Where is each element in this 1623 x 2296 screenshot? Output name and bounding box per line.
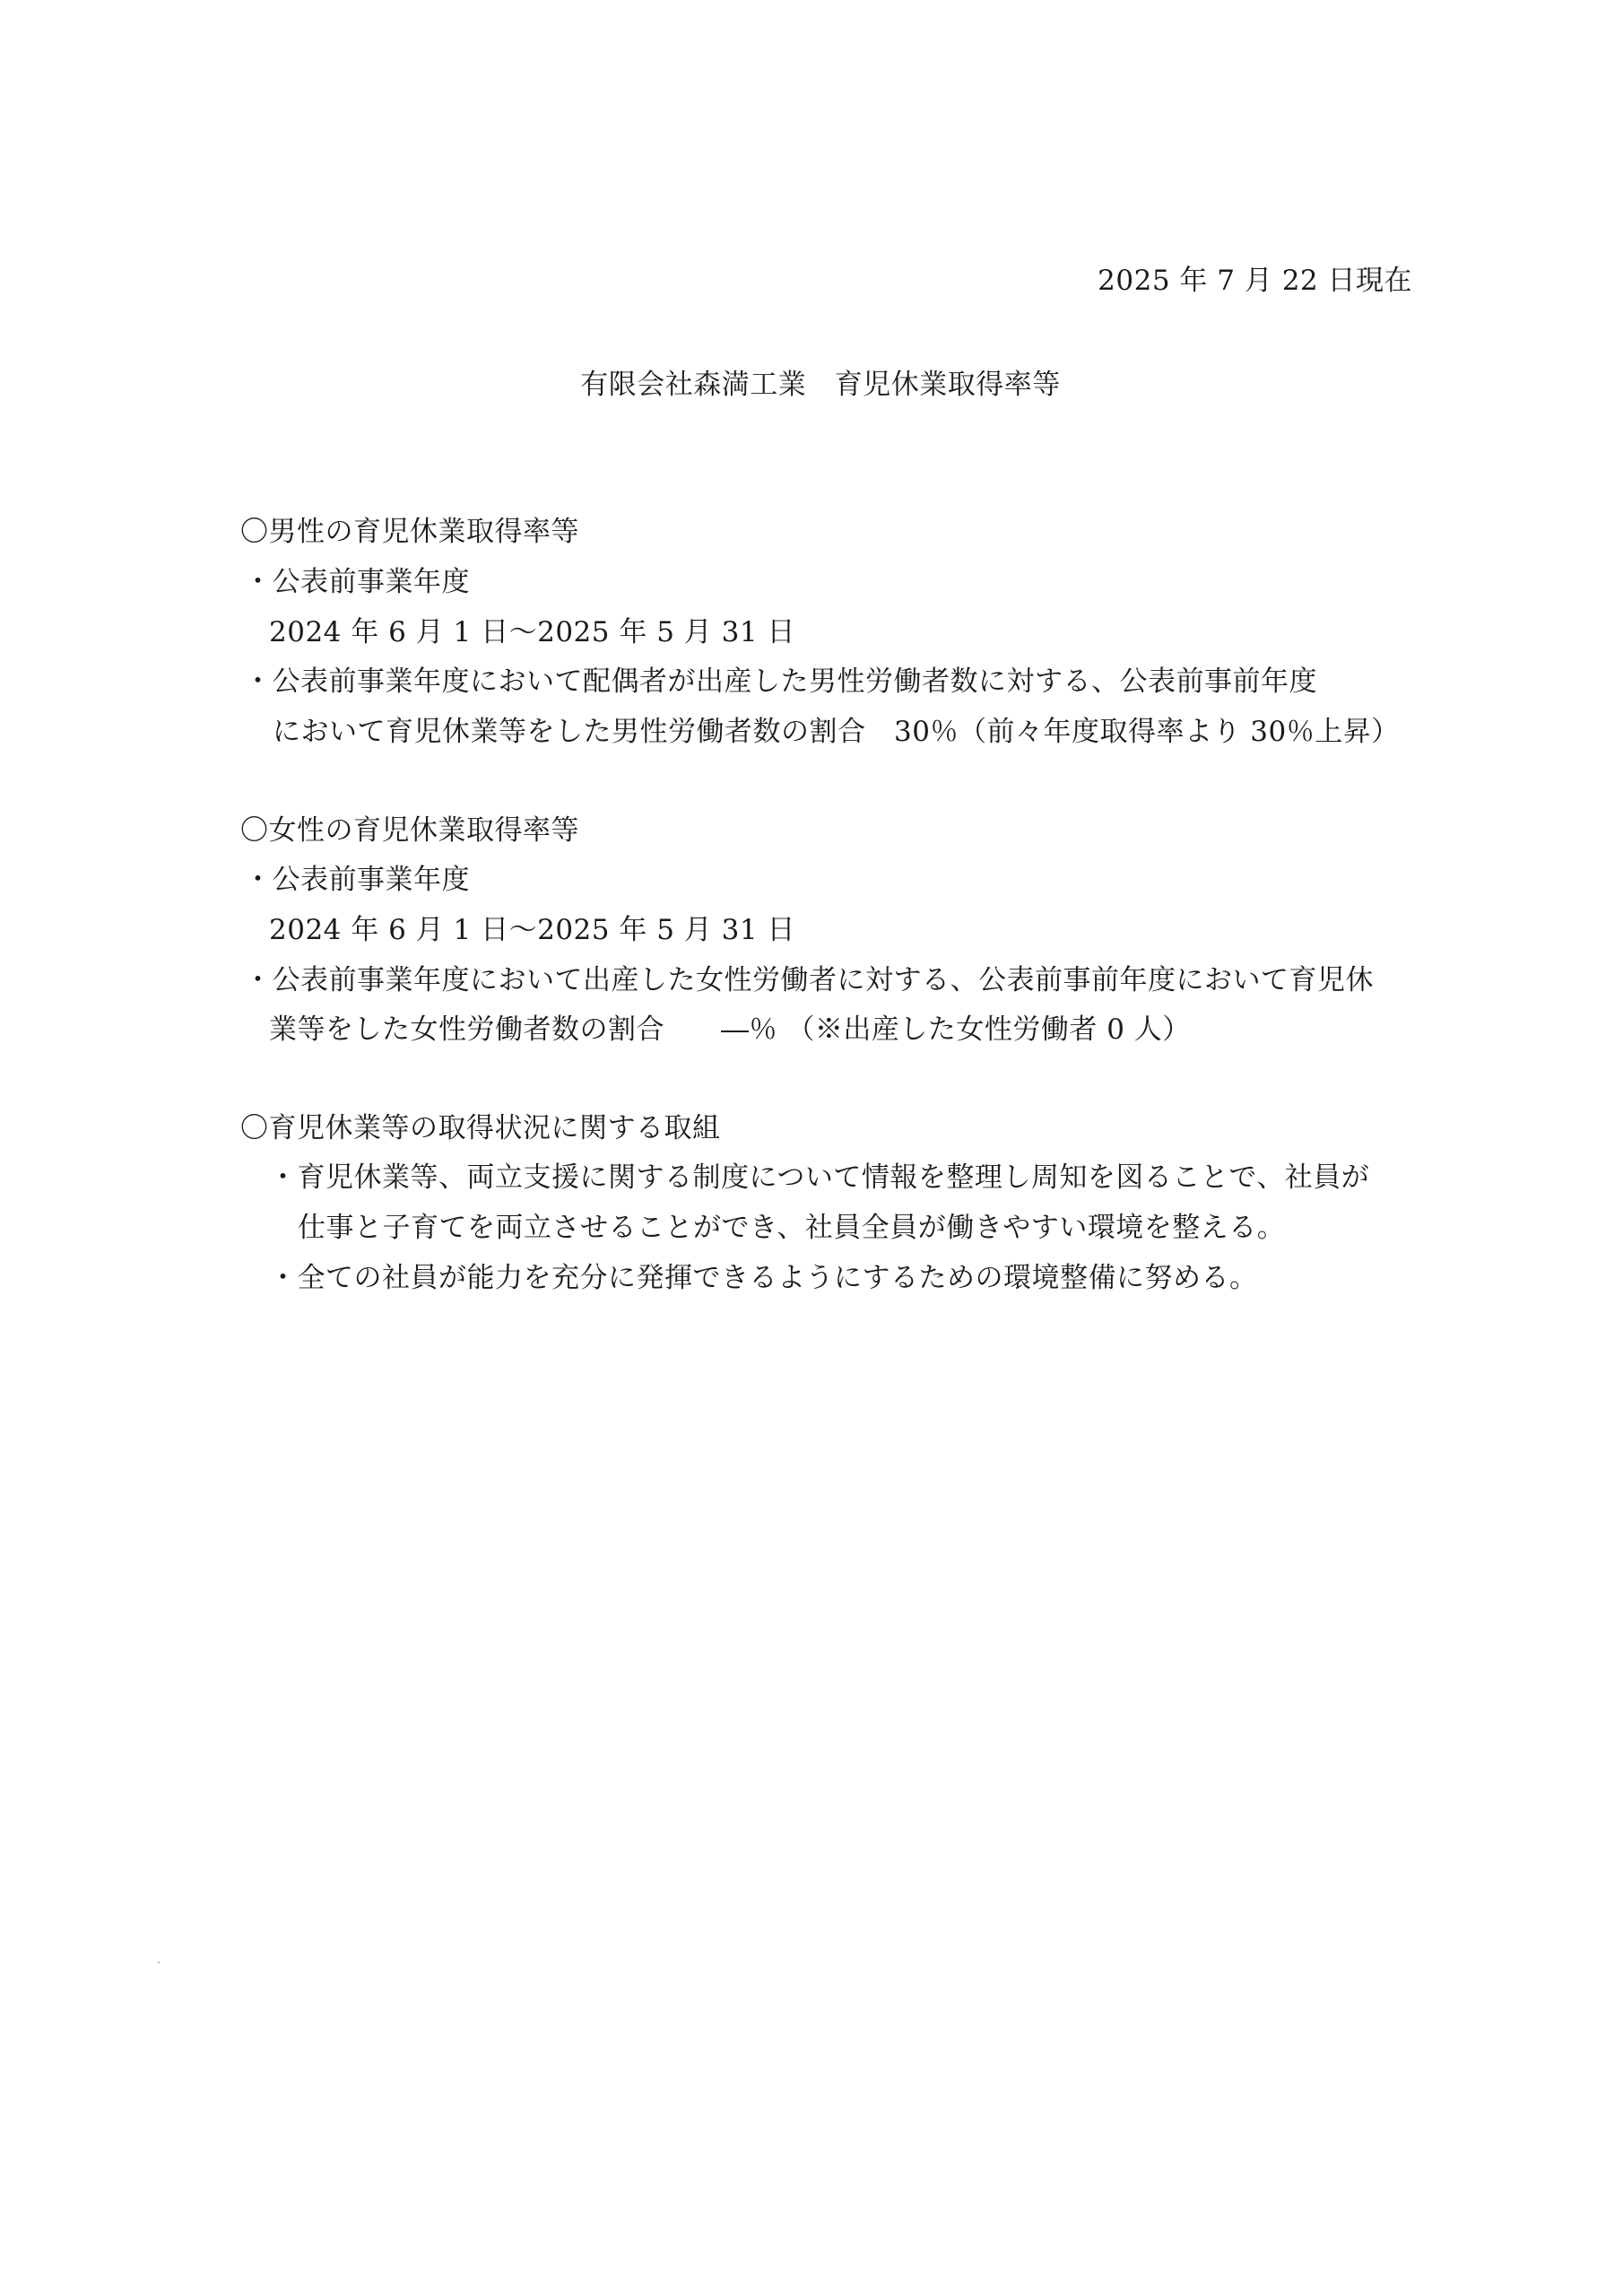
female-section-heading: 〇女性の育児休業取得率等 [240, 814, 579, 847]
female-period-value: 2024 年 6 月 1 日～2025 年 5 月 31 日 [269, 914, 795, 946]
document-title: 有限会社森満工業 育児休業取得率等 [580, 369, 1061, 401]
initiative-item-2: ・全ての社員が能力を充分に発揮できるようにするための環境整備に努める。 [269, 1262, 1258, 1294]
male-section-heading: 〇男性の育児休業取得率等 [240, 516, 579, 548]
female-period-label: ・公表前事業年度 [244, 864, 470, 896]
initiatives-section-heading: 〇育児休業等の取得状況に関する取組 [240, 1112, 721, 1144]
initiative-item-1-line-2: 仕事と子育てを両立させることができ、社員全員が働きやすい環境を整える。 [298, 1212, 1286, 1244]
female-ratio-line-2: 業等をした女性労働者数の割合 ―％ （※出産した女性労働者 0 人） [269, 1013, 1191, 1046]
initiative-item-1-line-1: ・育児休業等、両立支援に関する制度について情報を整理し周知を図ることで、社員が [269, 1161, 1370, 1194]
male-ratio-line-1: ・公表前事業年度において配偶者が出産した男性労働者数に対する、公表前事前年度 [244, 665, 1317, 698]
report-date: 2025 年 7 月 22 日現在 [1098, 265, 1412, 297]
male-period-value: 2024 年 6 月 1 日～2025 年 5 月 31 日 [269, 616, 795, 648]
male-ratio-line-2: において育児休業等をした男性労働者数の割合 30％（前々年度取得率より 30％上昇） [273, 716, 1400, 748]
male-period-label: ・公表前事業年度 [244, 566, 470, 598]
female-ratio-line-1: ・公表前事業年度において出産した女性労働者に対する、公表前事前年度において育児休 [244, 964, 1374, 996]
scan-speck [158, 1961, 160, 1963]
